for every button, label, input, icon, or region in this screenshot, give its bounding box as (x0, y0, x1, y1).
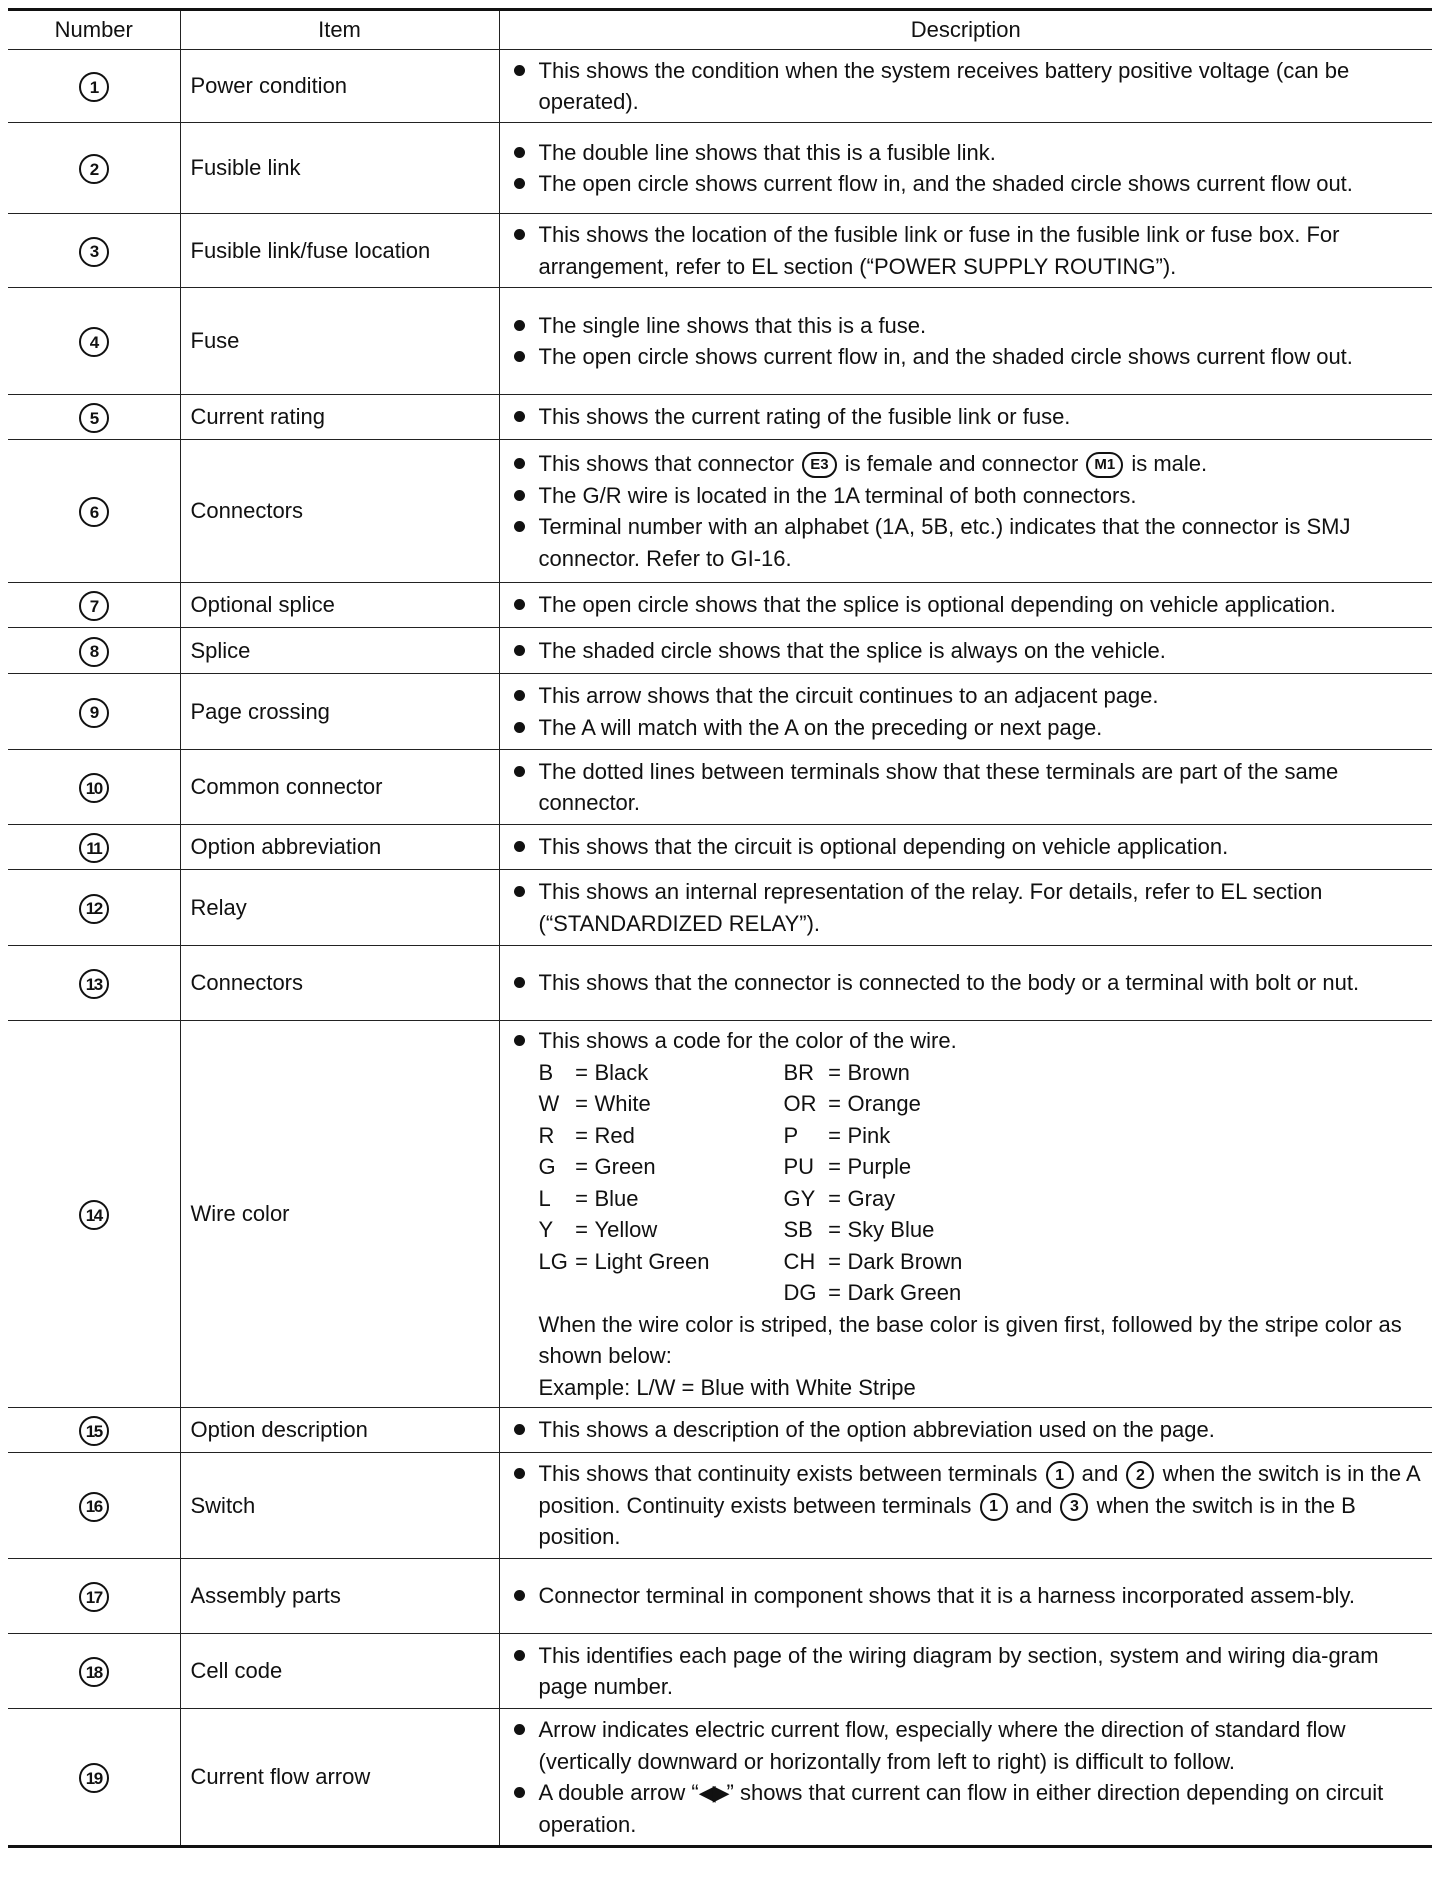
header-number: Number (8, 10, 180, 50)
bullet-item: The single line shows that this is a fuse. (510, 310, 1423, 342)
text-segment: and (1081, 1461, 1119, 1487)
item-cell: Current rating (180, 395, 499, 440)
bullet-item: The dotted lines between terminals show that these terminals are part of the same connector. (510, 756, 1423, 819)
number-cell (8, 946, 180, 1021)
table-row (8, 825, 1432, 870)
color-code: P (783, 1122, 799, 1148)
item-cell: Connectors (180, 440, 499, 583)
circled-number: 3 (79, 237, 109, 267)
bullet-item: The shaded circle shows that the splice is always on the vehicle. (510, 635, 1423, 667)
circled-number: 13 (79, 969, 109, 999)
equals-sign: = (575, 1091, 588, 1116)
description-cell (499, 946, 1432, 1021)
bullet-item: The A will match with the A on the preceding or next page. (510, 712, 1423, 744)
bullet-item: This shows an internal representation of the relay. For details, refer to EL section (“STANDARDIZED RELAY”). (510, 876, 1423, 939)
description-cell (499, 288, 1432, 395)
number-cell (8, 1709, 180, 1847)
description-cell (499, 123, 1432, 214)
header-item: Item (180, 10, 499, 50)
color-name: Sky Blue (847, 1217, 935, 1242)
circled-number: 7 (79, 591, 109, 621)
color-name: White (594, 1091, 651, 1116)
wire-color-entry (539, 1214, 784, 1246)
connector-symbol-m1: M1 (1086, 452, 1123, 478)
bullet-item: The open circle shows current flow in, and the shaded circle shows current flow out. (510, 168, 1423, 200)
color-name: Dark Green (847, 1280, 962, 1305)
description-cell (499, 870, 1432, 946)
wiring-diagram-legend-table (8, 8, 1432, 1848)
circled-number: 8 (79, 637, 109, 667)
circled-number: 2 (79, 154, 109, 184)
equals-sign: = (828, 1091, 841, 1116)
text-segment: when the switch is in the A position. Continuity exists between terminals (538, 1461, 1420, 1518)
circled-number: 5 (79, 403, 109, 433)
wire-color-entry (539, 1088, 784, 1120)
table-row (8, 1021, 1432, 1408)
equals-sign: = (575, 1217, 588, 1242)
wire-color-entry (539, 1151, 784, 1183)
color-code: OR (783, 1091, 817, 1116)
terminal-number: 1 (1046, 1461, 1074, 1489)
wire-color-left-column (539, 1057, 784, 1309)
bullet-item: Connector terminal in component shows that it is a harness incorporated assem-bly. (510, 1580, 1423, 1612)
color-name: Green (594, 1154, 656, 1179)
equals-sign: = (575, 1248, 588, 1274)
item-cell: Cell code (180, 1634, 499, 1709)
wire-color-entry (784, 1246, 1104, 1278)
double-arrow-icon: ◀▶ (698, 1780, 727, 1805)
description-cell (499, 1559, 1432, 1634)
table-row (8, 870, 1432, 946)
number-cell (8, 1408, 180, 1453)
bullet-item: This shows the condition when the system receives battery positive voltage (can be operated). (510, 55, 1423, 118)
bullet-item: This shows the location of the fusible link or fuse in the fusible link or fuse box. For arrangement, refer to EL section (“POWER SUPPLY ROUTING”). (510, 219, 1423, 282)
color-name: Pink (847, 1122, 891, 1148)
table-row (8, 214, 1432, 288)
item-cell: Optional splice (180, 583, 499, 628)
terminal-number: 2 (1126, 1461, 1154, 1489)
wire-color-entry (784, 1120, 1104, 1152)
number-cell (8, 1634, 180, 1709)
bullet-item: This shows a description of the option abbreviation used on the page. (510, 1414, 1423, 1446)
equals-sign: = (828, 1122, 841, 1148)
circled-number: 17 (79, 1582, 109, 1612)
bullet-item: Arrow indicates electric current flow, especially where the direction of standard flow (vertically downward or horizontally from left to right) is difficult to follow. (510, 1714, 1423, 1777)
bullet-item: This identifies each page of the wiring diagram by section, system and wiring dia-gram page number. (510, 1640, 1423, 1703)
circled-number: 4 (79, 327, 109, 357)
description-cell (499, 50, 1432, 123)
terminal-number: 1 (980, 1493, 1008, 1521)
number-cell (8, 1021, 180, 1408)
bullet-item: The open circle shows that the splice is optional depending on vehicle application. (510, 589, 1423, 621)
bullet-item: This arrow shows that the circuit continues to an adjacent page. (510, 680, 1423, 712)
description-cell (499, 1709, 1432, 1847)
item-cell: Common connector (180, 750, 499, 825)
color-name: Yellow (594, 1217, 658, 1242)
color-code: GY (783, 1185, 816, 1211)
text-segment: is female and connector (844, 451, 1079, 476)
number-cell (8, 825, 180, 870)
header-description: Description (499, 10, 1432, 50)
stripe-note: When the wire color is striped, the base color is given first, followed by the stripe color as shown below: (538, 1311, 1402, 1368)
item-cell: Page crossing (180, 674, 499, 750)
color-code: Y (538, 1217, 554, 1242)
color-name: Gray (847, 1185, 896, 1211)
equals-sign: = (575, 1122, 588, 1148)
item-cell: Option abbreviation (180, 825, 499, 870)
wire-color-entry (539, 1183, 784, 1215)
table-row (8, 674, 1432, 750)
table-row (8, 583, 1432, 628)
table-row (8, 440, 1432, 583)
description-cell (499, 583, 1432, 628)
circled-number: 9 (79, 698, 109, 728)
color-code: B (538, 1059, 554, 1085)
connector-symbol-e3: E3 (802, 452, 836, 478)
bullet-item (510, 448, 1423, 480)
equals-sign: = (828, 1248, 841, 1274)
wire-color-entry (784, 1214, 1104, 1246)
circled-number: 15 (79, 1416, 109, 1446)
stripe-example: Example: L/W = Blue with White Stripe (538, 1374, 916, 1400)
table-row (8, 1453, 1432, 1559)
color-code: SB (783, 1217, 813, 1242)
equals-sign: = (575, 1185, 588, 1211)
item-cell: Power condition (180, 50, 499, 123)
wire-color-right-column (784, 1057, 1104, 1309)
bullet-item (510, 1458, 1423, 1553)
description-cell (499, 1021, 1432, 1408)
bullet-item: The G/R wire is located in the 1A terminal of both connectors. (510, 480, 1423, 512)
bullet-item (510, 1777, 1423, 1840)
wire-color-entry (784, 1183, 1104, 1215)
text-segment: ” shows that current can flow in either direction depending on circuit operation. (538, 1780, 1384, 1837)
wire-color-entry (784, 1057, 1104, 1089)
terminal-number: 3 (1060, 1493, 1088, 1521)
number-cell (8, 440, 180, 583)
circled-number: 18 (79, 1657, 109, 1687)
circled-number: 6 (79, 497, 109, 527)
header-row (8, 10, 1432, 50)
color-name: Red (594, 1122, 635, 1148)
color-name: Dark Brown (847, 1248, 963, 1274)
number-cell (8, 583, 180, 628)
table-row (8, 395, 1432, 440)
color-code: LG (538, 1248, 568, 1274)
number-cell (8, 288, 180, 395)
description-cell (499, 214, 1432, 288)
description-cell (499, 750, 1432, 825)
text-segment: This shows that continuity exists between terminals (538, 1461, 1038, 1487)
table-row (8, 946, 1432, 1021)
color-name: Blue (594, 1185, 639, 1211)
number-cell (8, 628, 180, 674)
number-cell (8, 395, 180, 440)
number-cell (8, 214, 180, 288)
equals-sign: = (575, 1154, 588, 1179)
item-cell: Fusible link (180, 123, 499, 214)
description-cell (499, 440, 1432, 583)
wire-color-entry (539, 1120, 784, 1152)
description-cell (499, 1453, 1432, 1559)
number-cell (8, 1559, 180, 1634)
table-row (8, 288, 1432, 395)
item-cell: Current flow arrow (180, 1709, 499, 1847)
circled-number: 12 (79, 894, 109, 924)
equals-sign: = (575, 1059, 588, 1085)
color-name: Black (594, 1059, 649, 1085)
equals-sign: = (828, 1185, 841, 1211)
circled-number: 10 (79, 773, 109, 803)
color-name: Orange (847, 1091, 921, 1116)
circled-number: 11 (79, 833, 109, 863)
color-code: DG (783, 1280, 817, 1305)
description-cell (499, 1408, 1432, 1453)
wire-color-entry (539, 1057, 784, 1089)
color-code: PU (783, 1154, 815, 1179)
description-cell (499, 674, 1432, 750)
item-cell: Switch (180, 1453, 499, 1559)
wire-color-entry (539, 1246, 784, 1278)
color-code: BR (783, 1059, 815, 1085)
description-cell (499, 825, 1432, 870)
circled-number: 19 (79, 1763, 109, 1793)
text-segment: when the switch is in the B position. (538, 1492, 1356, 1550)
text-segment: A double arrow “ (538, 1780, 699, 1805)
wire-color-entry (784, 1151, 1104, 1183)
bullet-item: Terminal number with an alphabet (1A, 5B, etc.) indicates that the connector is SMJ connector. Refer to GI-16. (510, 511, 1423, 574)
equals-sign: = (828, 1154, 841, 1179)
table-row (8, 1559, 1432, 1634)
color-name: Purple (847, 1154, 912, 1179)
description-cell (499, 1634, 1432, 1709)
table-row (8, 1634, 1432, 1709)
table-row (8, 1709, 1432, 1847)
number-cell (8, 1453, 180, 1559)
number-cell (8, 50, 180, 123)
item-cell: Option description (180, 1408, 499, 1453)
item-cell: Connectors (180, 946, 499, 1021)
equals-sign: = (828, 1280, 841, 1305)
table-row (8, 50, 1432, 123)
color-code: R (538, 1122, 555, 1148)
bullet-item: This shows that the circuit is optional depending on vehicle application. (510, 831, 1423, 863)
color-name: Brown (847, 1059, 910, 1085)
item-cell: Relay (180, 870, 499, 946)
number-cell (8, 870, 180, 946)
item-cell: Assembly parts (180, 1559, 499, 1634)
table-row (8, 750, 1432, 825)
equals-sign: = (828, 1217, 841, 1242)
circled-number: 16 (79, 1492, 109, 1522)
circled-number: 14 (79, 1200, 109, 1230)
bullet-item: The open circle shows current flow in, and the shaded circle shows current flow out. (510, 341, 1423, 373)
bullet-item: The double line shows that this is a fusible link. (510, 137, 1423, 169)
item-cell: Fuse (180, 288, 499, 395)
description-cell (499, 628, 1432, 674)
number-cell (8, 123, 180, 214)
wire-color-code-list (510, 1057, 1423, 1309)
table-row (8, 1408, 1432, 1453)
description-cell (499, 395, 1432, 440)
color-code: W (538, 1091, 560, 1116)
number-cell (8, 674, 180, 750)
wire-color-entry (784, 1277, 1104, 1309)
color-code: CH (783, 1248, 816, 1274)
circled-number: 1 (79, 72, 109, 102)
table-row (8, 628, 1432, 674)
equals-sign: = (828, 1059, 841, 1085)
text-segment: This shows that connector (538, 451, 795, 476)
item-cell: Wire color (180, 1021, 499, 1408)
color-code: G (538, 1154, 556, 1179)
bullet-item: This shows that the connector is connected to the body or a terminal with bolt or nut. (510, 967, 1423, 999)
number-cell (8, 750, 180, 825)
color-name: Light Green (594, 1248, 710, 1274)
color-code: L (538, 1185, 551, 1211)
table-row (8, 123, 1432, 214)
bullet-item: This shows the current rating of the fusible link or fuse. (510, 401, 1423, 433)
text-segment: is male. (1131, 451, 1208, 476)
bullet-item: This shows a code for the color of the wire. (510, 1025, 1423, 1057)
wire-color-entry (784, 1088, 1104, 1120)
text-segment: and (1015, 1492, 1053, 1518)
item-cell: Splice (180, 628, 499, 674)
item-cell: Fusible link/fuse location (180, 214, 499, 288)
